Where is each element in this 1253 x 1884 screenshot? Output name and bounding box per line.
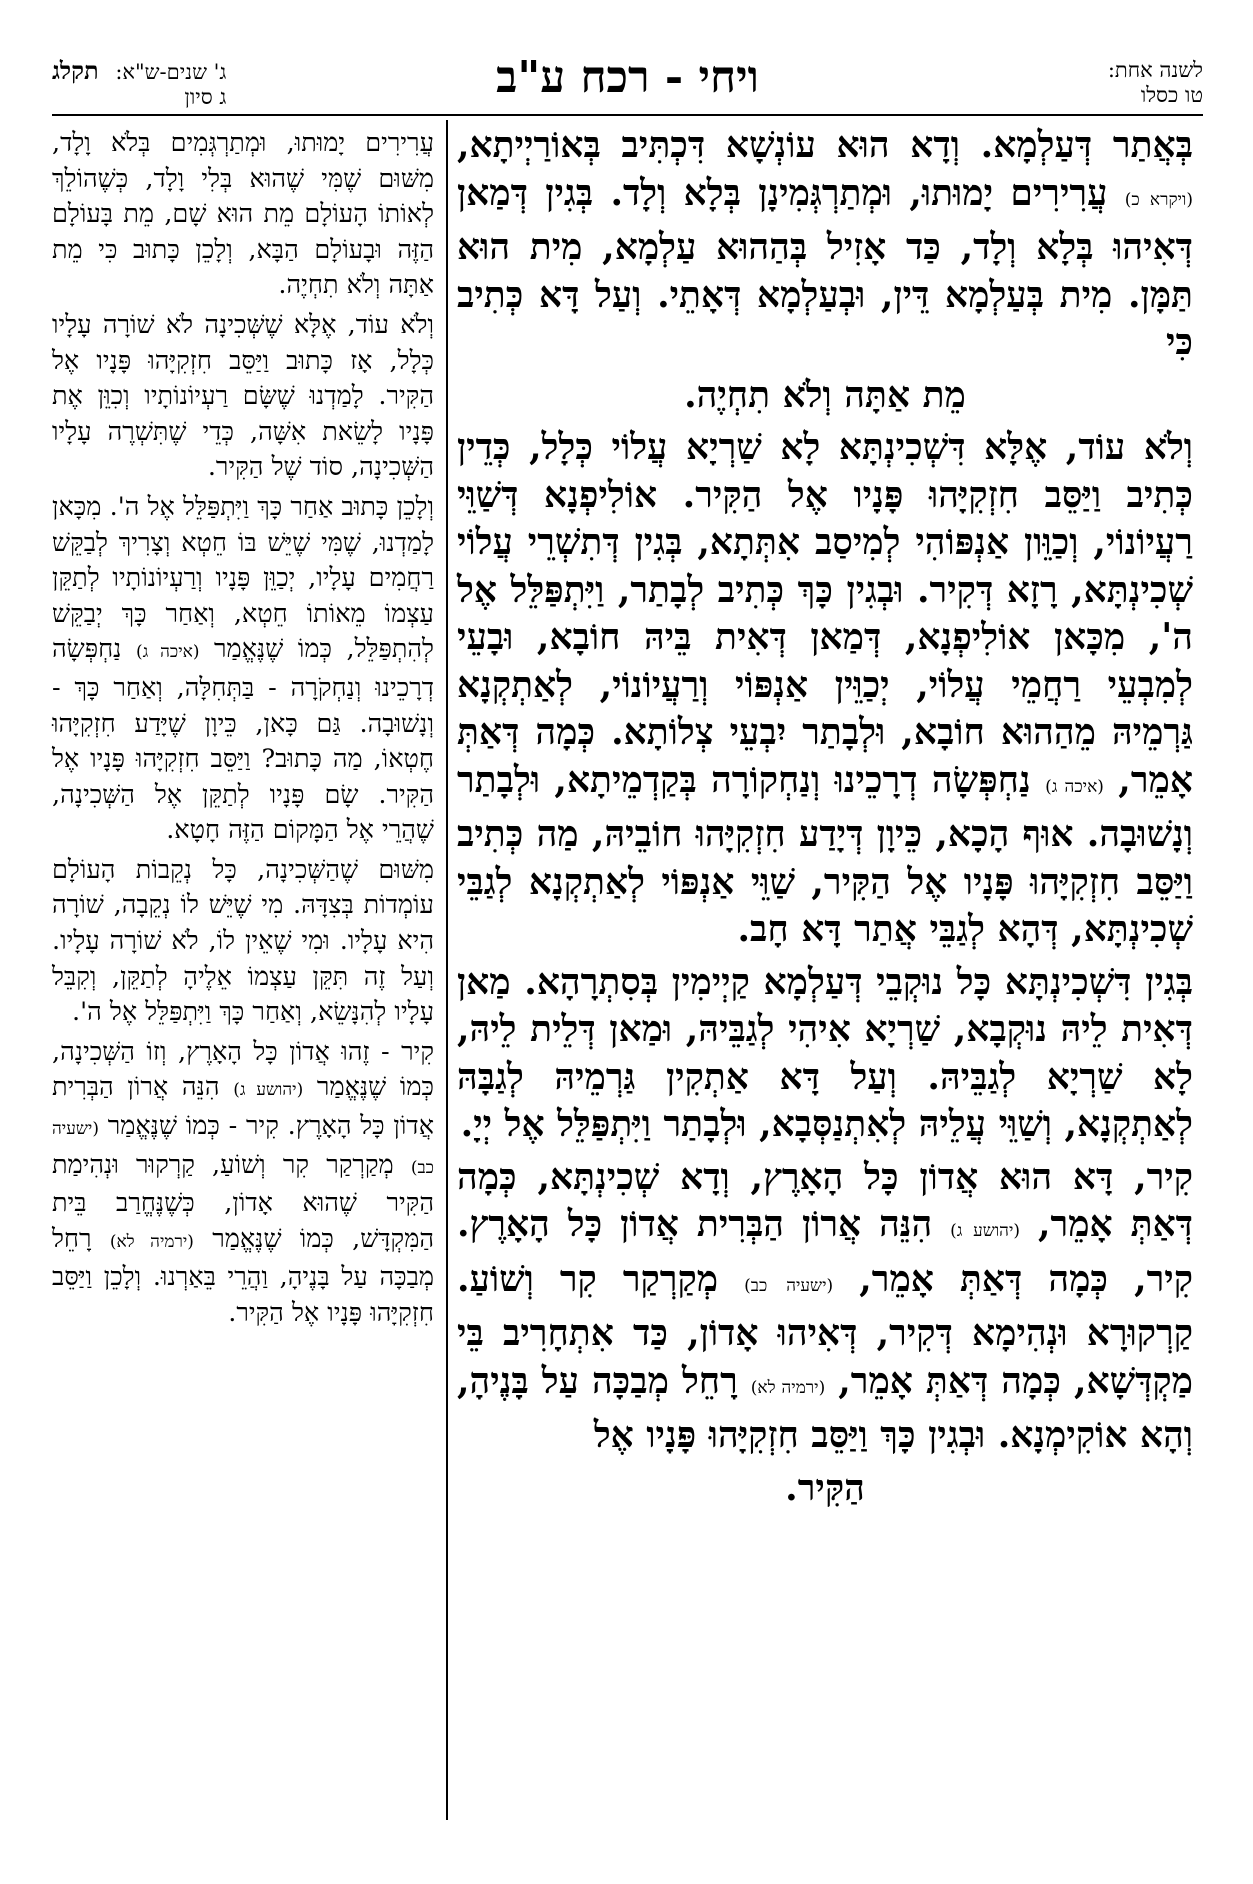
source-ref: (ישעיה כב) <box>744 1275 834 1296</box>
side-paragraph-1: עֲרִירִים יָמוּתוּ, וּמְתַרְגְּמִים בְּלֹא וָלָד, מִשּׁוּם שֶׁמִּי שֶׁהוּא בְּלִי וָלָד, כְּשֶׁהוֹלֵךְ לְאוֹתוֹ הָעוֹלָם מֵת הוּא שָׁם, מֵת בָּעוֹלָם הַזֶּה וּבָעוֹלָם הַבָּא, וְלָכֵן כָּתוּב כִּי מֵת אַתָּה וְלֹא תִחְיֶה. <box>52 128 434 301</box>
side-paragraph-3: וְלָכֵן כָּתוּב אַחַר כָּךְ וַיִּתְפַּלֵּל אֶל ה'. מִכָּאן לָמַדְנוּ, שֶׁמִּי שֶׁיֵּשׁ בּוֹ חֵטְא וְצָרִיךְ לְבַקֵּשׁ רַחֲמִים עָלָיו, יְכַוֵּן פָּנָיו וְרַעְיוֹנוֹתָיו לְתַקֵּן עַצְמוֹ מֵאוֹתוֹ חֵטְא, וְאַחַר כָּךְ יְבַקֵּשׁ לְהִתְפַּלֵּל, כְּמוֹ שֶׁנֶּאֱמַר (איכה ג) נַחְפְּשָׂה דְרָכֵינוּ וְנַחְקֹרָה - בַּתְּחִלָּה, וְאַחַר כָּךְ - וְנָשׁוּבָה. גַּם כָּאן, כֵּיוָן שֶׁיָּדַע חִזְקִיָּהוּ חֶטְאוֹ, מַה כָּתוּב? וַיַּסֵּב חִזְקִיָּהוּ פָּנָיו אֶל הַקִּיר. שָׂם פָּנָיו לְתַקֵּן אֶל הַשְּׁכִינָה, שֶׁהֲרֵי אֶל הַמָּקוֹם הַזֶּה חָטָא. <box>52 491 434 846</box>
header-rule <box>52 114 1203 116</box>
page-header <box>52 52 1203 112</box>
source-ref: (ישעיה כב) <box>52 1119 434 1178</box>
source-ref: (איכה ג) <box>1045 776 1104 797</box>
source-ref: (יהושע ג) <box>233 1080 304 1101</box>
main-paragraph-4: קִיר, דָּא הוּא אֲדוֹן כָּל הָאָרֶץ, וְדָא שְׁכִינְתָּא, כְּמָה דְּאַתְּ אָמֵר, (יהושע ג) הִנֵּה אֲרוֹן הַבְּרִית אֲדוֹן כָּל הָאָרֶץ. קִיר, כְּמָה דְּאַתְּ אָמֵר, (ישעיה כב) מְקַרְקַר קִר וְשׁוֹעַ. קַרְקוּרָא וּנְהִימָא דְּקִיר, דְּאִיהוּ אָדוֹן, כַּד אִתְחָרִיב בֵּי מַקְדְּשָׁא, כְּמָה דְּאַתְּ אָמֵר, (ירמיה לא) רָחֵל מְבַכָּה עַל בָּנֶיהָ, וְהָא אוֹקִימְנָא. וּבְגִין כָּךְ וַיַּסֵּב חִזְקִיָּהוּ פָּנָיו אֶל <box>457 1155 1193 1456</box>
source-ref: (ויקרא כ) <box>1124 189 1193 210</box>
source-ref: (ירמיה לא) <box>109 1231 194 1252</box>
hebrew-translation-column <box>52 126 434 1332</box>
study-schedule-label: לשנה אחת: <box>1107 58 1203 82</box>
header-left <box>52 58 226 110</box>
study-date-2: ג סיון <box>184 85 227 109</box>
aramaic-column <box>457 122 1193 1512</box>
side-paragraph-2: וְלֹא עוֹד, אֶלָּא שֶׁשְּׁכִינָה לֹא שׁוֹרָה עָלָיו כְּלָל, אָז כָּתוּב וַיַּסֵּב חִזְקִיָּהוּ פָּנָיו אֶל הַקִּיר. לָמַדְנוּ שֶׁשָּׂם רַעְיוֹנוֹתָיו וְכִוֵּן אֶת פָּנָיו לָשֵׂאת אִשָּׁה, כְּדֵי שֶׁתִּשְׁרֶה עָלָיו הַשְּׁכִינָה, סוֹד שֶׁל הַקִּיר. <box>52 309 434 483</box>
study-date: טו כסלו <box>1140 83 1203 107</box>
main-paragraph-1-end: מֵת אַתָּה וְלֹא תִחְיֶה. <box>684 373 966 416</box>
source-ref: (ירמיה לא) <box>750 1377 826 1398</box>
main-paragraph-4-end: הַקִּיר. <box>785 1466 865 1509</box>
source-ref: (יהושע ג) <box>950 1221 1021 1241</box>
column-divider <box>446 120 448 1820</box>
page-title: ויחי - רכח ע"ב <box>496 52 759 103</box>
side-paragraph-4: מִשּׁוּם שֶׁהַשְּׁכִינָה, כָּל נְקֵבוֹת הָעוֹלָם עוֹמְדוֹת בְּצִדָּהּ. מִי שֶׁיֵּשׁ לוֹ נְקֵבָה, שׁוֹרָה הִיא עָלָיו. וּמִי שֶׁאֵין לוֹ, לֹא שׁוֹרָה עָלָיו. וְעַל זֶה תִּקֵּן עַצְמוֹ אֵלֶיהָ לְתַקֵּן, וְקִבֵּל עָלָיו לְהִנָּשֵׂא, וְאַחַר כָּךְ וַיִּתְפַּלֵּל אֶל ה'. <box>52 854 434 1028</box>
source-ref: (איכה ג) <box>136 642 200 663</box>
study-schedule-label-2: ג' שנים-ש"א: <box>115 60 227 84</box>
page-number: תקלג <box>52 56 99 85</box>
main-paragraph-1: בְּאֲתַר דְּעַלְמָא. וְדָא הוּא עוֹנְשָׁא דִּכְתִּיב בְּאוֹרַיְיתָא, (ויקרא כ) עֲרִירִים יָמוּתוּ, וּמְתַרְגְּמִינָן בְּלָא וְלָד. בְּגִין דְּמַאן דְּאִיהוּ בְּלָא וְלָד, כַּד אָזִיל בְּהַהוּא עַלְמָא, מִית הוּא תַּמָּן. מִית בְּעַלְמָא דֵּין, וּבְעַלְמָא דְּאָתֵי. וְעַל דָּא כְּתִיב כִּי <box>457 124 1193 363</box>
main-paragraph-3: בְּגִין דִּשְׁכִינְתָּא כָּל נוּקְבֵי דְּעַלְמָא קַיְימִין בְּסִתְרָהָא. מַאן דְּאִית לֵיהּ נוּקְבָא, שַׁרְיָא אִיהִי לְגַבֵּיהּ, וּמַאן דְּלֵית לֵיהּ, לָא שַׁרְיָא לְגַבֵּיהּ. וְעַל דָּא אַתְקִין גַּרְמֵיהּ לְגַבָּהּ לְאַתְקְנָא, וְשַׁוֵּי עֲלֵיהּ לְאִתְנַסְּבָא, וּלְבָתַר וַיִּתְפַּלֵּל אֶל יְיָ. <box>457 960 1193 1145</box>
side-paragraph-5: קִיר - זֶהוּ אֲדוֹן כָּל הָאָרֶץ, וְזוֹ הַשְּׁכִינָה, כְּמוֹ שֶׁנֶּאֱמַר (יהושע ג) הִנֵּה אֲרוֹן הַבְּרִית אֲדוֹן כָּל הָאָרֶץ. קִיר - כְּמוֹ שֶׁנֶּאֱמַר (ישעיה כב) מְקַרְקַר קִר וְשׁוֹעַ, קַרְקוּר וּנְהִימַת הַקִּיר שֶׁהוּא אָדוֹן, כְּשֶׁנֶּחֱרַב בֵּית הַמִּקְדָּשׁ, כְּמוֹ שֶׁנֶּאֱמַר (ירמיה לא) רָחֵל מְבַכָּה עַל בָּנֶיהָ, וַהֲרֵי בֵּאַרְנוּ. וְלָכֵן וַיַּסֵּב חִזְקִיָּהוּ פָּנָיו אֶל הַקִּיר. <box>52 1036 434 1328</box>
main-paragraph-2: וְלֹא עוֹד, אֶלָּא דִּשְׁכִינְתָּא לָא שַׁרְיָא עֲלוֹי כְּלָל, כְּדֵין כְּתִיב וַיַּסֵּב חִזְקִיָּהוּ פָּנָיו אֶל הַקִּיר. אוֹלִיפְנָא דְּשַׁוֵּי רַעֲיוֹנוֹי, וְכַוֵּון אַנְפּוֹהִי לְמִיסַב אִתְּתָא, בְּגִין דְּתִשְׁרֵי עֲלוֹי שְׁכִינְתָּא, רָזָא דְּקִיר. וּבְגִין כָּךְ כְּתִיב לְבָתַר, וַיִּתְפַּלֵּל אֶל ה', מִכָּאן אוֹלִיפְנָא, דְּמַאן דְּאִית בֵּיהּ חוֹבָא, וּבָעֵי לְמִבְעֵי רַחֲמֵי עֲלוֹי, יְכַוֵּין אַנְפּוֹי וְרַעֲיוֹנוֹי, לְאַתְקְנָא גַּרְמֵיהּ מֵהַהוּא חוֹבָא, וּלְבָתַר יִבְעֵי צְלוֹתָא. כְּמָה דְּאַתְּ אָמֵר, (איכה ג) נַחְפְּשָׂה דְרָכֵינוּ וְנַחְקוֹרָה בְּקַדְמֵיתָא, וּלְבָתַר וְנָשׁוּבָה. אוּף הָכָא, כֵּיוָן דְּיָדַע חִזְקִיָּהוּ חוֹבֵיהּ, מַה כְּתִיב וַיַּסֵּב חִזְקִיָּהוּ פָּנָיו אֶל הַקִּיר, שַׁוֵּי אַנְפּוֹי לְאַתְקְנָא לְגַבֵּי שְׁכִינְתָּא, דְּהָא לְגַבֵּי אֲתַר דָּא חָב. <box>457 426 1194 950</box>
